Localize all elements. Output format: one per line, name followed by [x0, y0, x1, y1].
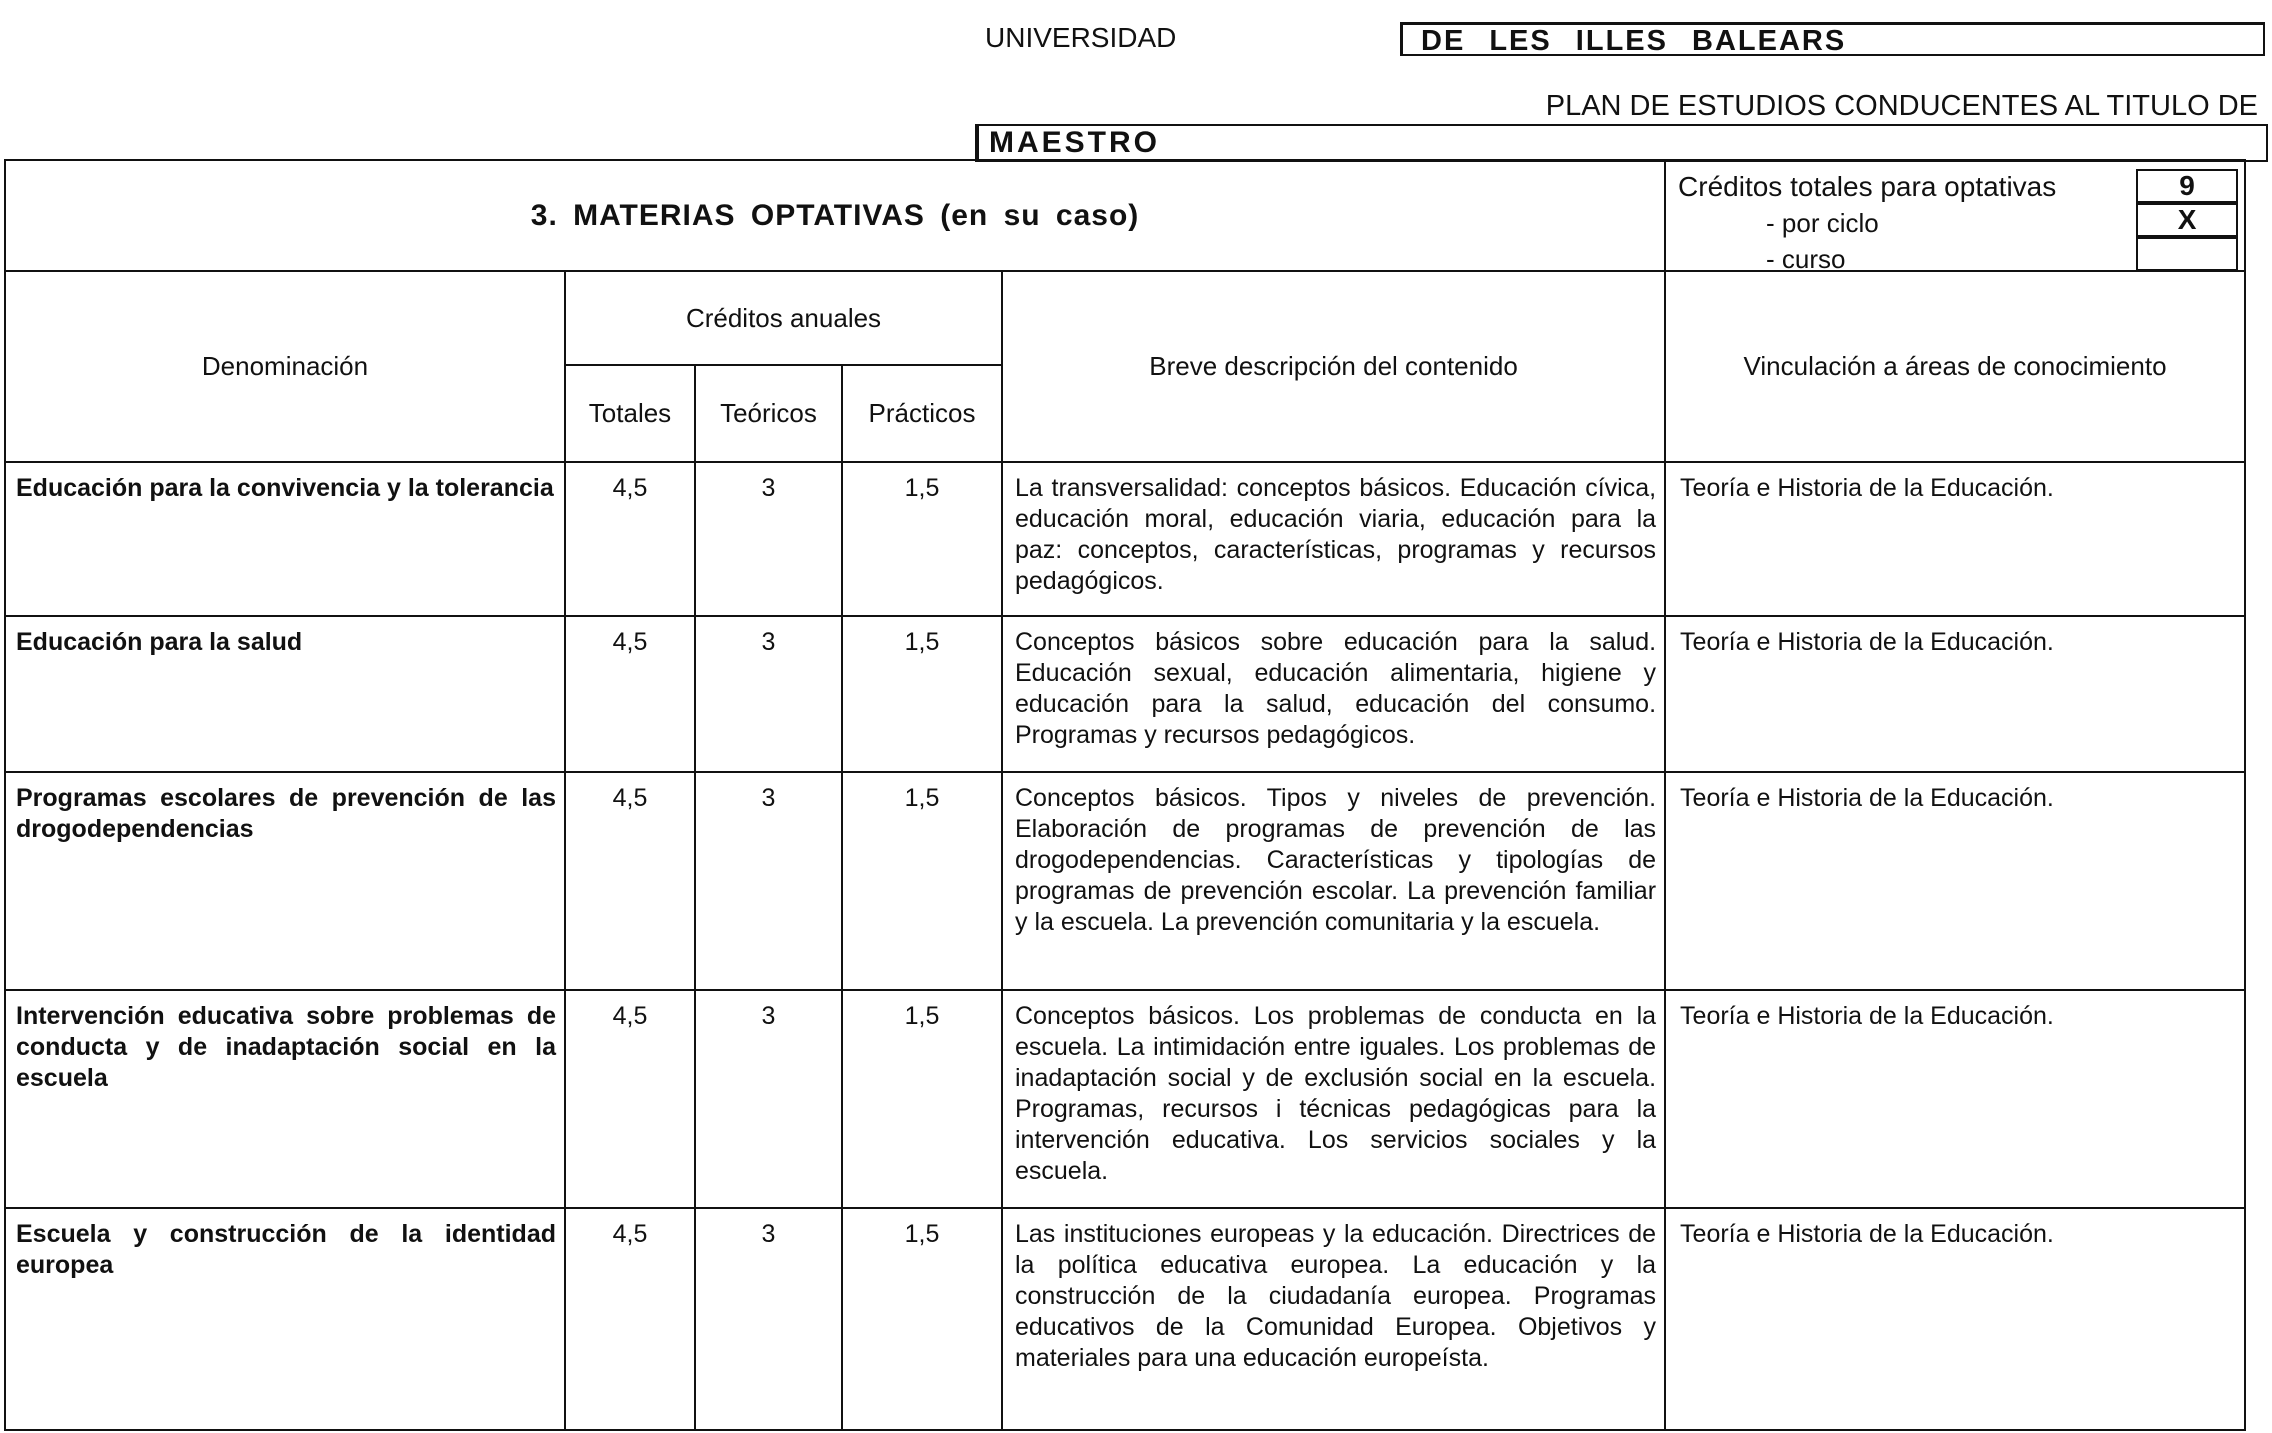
row-teoricos: 3	[695, 990, 842, 1208]
row-teoricos: 3	[695, 1208, 842, 1430]
table-row	[5, 1208, 2245, 1430]
plan-label: PLAN DE ESTUDIOS CONDUCENTES AL TITULO DE	[1545, 90, 2258, 122]
row-teoricos: 3	[695, 616, 842, 772]
row-totales: 4,5	[565, 772, 695, 990]
row-vinculacion: Teoría e Historia de la Educación.	[1665, 990, 2245, 1208]
row-practicos: 1,5	[842, 772, 1002, 990]
row-totales: 4,5	[565, 616, 695, 772]
row-vinculacion: Teoría e Historia de la Educación.	[1665, 1208, 2245, 1430]
row-descripcion: Las instituciones europeas y la educación. Directrices de la política educativa europea. La educación y la construcción de la ciudadanía europea. Programas educativos de la Comunidad Europea. Objetivos y materiales para una educación europeísta.	[1002, 1208, 1665, 1430]
row-vinculacion: Teoría e Historia de la Educación.	[1665, 462, 2245, 616]
creditos-totales-label: Créditos totales para optativas	[1678, 171, 2057, 202]
row-descripcion: Conceptos básicos. Los problemas de conducta en la escuela. La intimidación entre iguales. Los problemas de inadaptación social y de exclusión social en la escuela. Programas, recursos i técnicas pedagógicas para la intervención educativa. Los servicios sociales y la escuela.	[1002, 990, 1665, 1208]
row-denominacion: Programas escolares de prevención de las drogodependencias	[5, 772, 565, 990]
table-row	[5, 990, 2245, 1208]
table-row	[5, 462, 2245, 616]
credits-summary	[1665, 160, 2245, 274]
row-denominacion: Escuela y construcción de la identidad europea	[5, 1208, 565, 1430]
row-teoricos: 3	[695, 772, 842, 990]
creditos-totales-value: 9	[2136, 169, 2238, 203]
row-practicos: 1,5	[842, 1208, 1002, 1430]
header-teoricos: Teóricos	[695, 365, 842, 462]
row-vinculacion: Teoría e Historia de la Educación.	[1665, 616, 2245, 772]
row-descripcion: Conceptos básicos sobre educación para la salud. Educación sexual, educación alimentaria, higiene y educación para la salud, educación del consumo. Programas y recursos pedagógicos.	[1002, 616, 1665, 772]
optativas-table	[4, 159, 2246, 1431]
row-totales: 4,5	[565, 1208, 695, 1430]
universidad-value-box: DE LES ILLES BALEARS	[1400, 22, 2265, 56]
curso-label: - curso	[1766, 244, 1846, 274]
header-creditos-anuales: Créditos anuales	[565, 271, 1002, 365]
row-totales: 4,5	[565, 990, 695, 1208]
curso-value	[2136, 237, 2238, 271]
universidad-label: UNIVERSIDAD	[985, 22, 1177, 53]
table-row	[5, 772, 2245, 990]
header-denominacion: Denominación	[5, 271, 565, 462]
row-practicos: 1,5	[842, 616, 1002, 772]
por-ciclo-label: - por ciclo	[1766, 208, 1879, 238]
row-denominacion: Educación para la salud	[5, 616, 565, 772]
row-practicos: 1,5	[842, 462, 1002, 616]
titulo-value-box: MAESTRO	[975, 124, 2268, 162]
header-totales: Totales	[565, 365, 695, 462]
table-row	[5, 616, 2245, 772]
row-totales: 4,5	[565, 462, 695, 616]
row-denominacion: Educación para la convivencia y la tolerancia	[5, 462, 565, 616]
row-denominacion: Intervención educativa sobre problemas de conducta y de inadaptación social en la escuela	[5, 990, 565, 1208]
header-descripcion: Breve descripción del contenido	[1002, 271, 1665, 462]
header-vinculacion: Vinculación a áreas de conocimiento	[1665, 271, 2245, 462]
row-vinculacion: Teoría e Historia de la Educación.	[1665, 772, 2245, 990]
header-practicos: Prácticos	[842, 365, 1002, 462]
section-title: 3. MATERIAS OPTATIVAS (en su caso)	[5, 160, 1665, 271]
row-teoricos: 3	[695, 462, 842, 616]
row-descripcion: La transversalidad: conceptos básicos. Educación cívica, educación moral, educación viaria, educación para la paz: conceptos, características, programas y recursos pedagógicos.	[1002, 462, 1665, 616]
row-descripcion: Conceptos básicos. Tipos y niveles de prevención. Elaboración de programas de prevención de las drogodependencias. Características y tipologías de programas de prevención escolar. La prevención familiar y la escuela. La prevención comunitaria y la escuela.	[1002, 772, 1665, 990]
row-practicos: 1,5	[842, 990, 1002, 1208]
por-ciclo-value: X	[2136, 203, 2238, 237]
